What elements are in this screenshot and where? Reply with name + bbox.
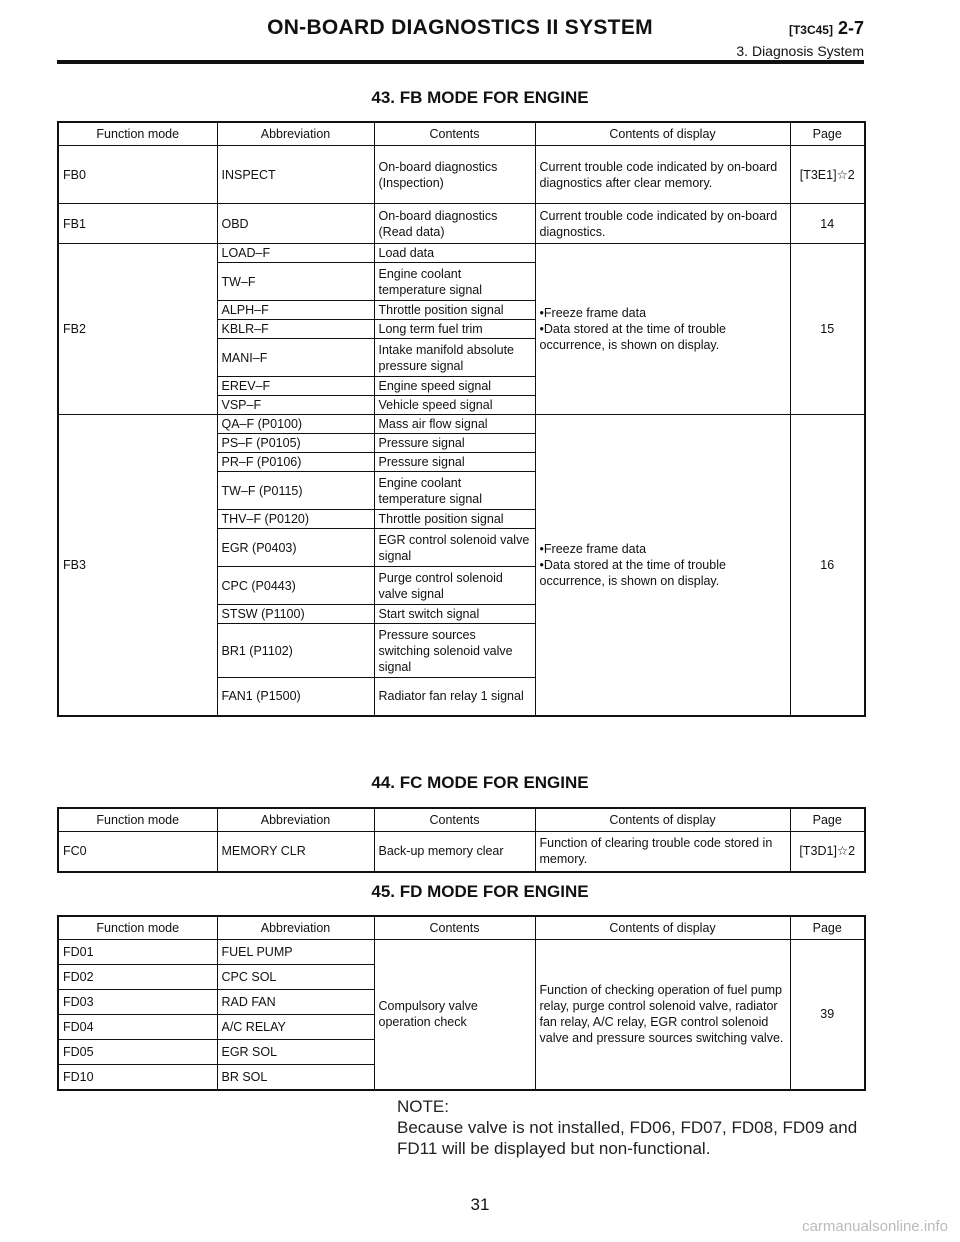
fd-display: Function of checking operation of fuel pump relay, purge control solenoid valve, radiator fan relay, A/C relay, EGR control solenoid valve and pressure sources switching valve. [535,940,790,1090]
fd-abbr: BR SOL [217,1065,374,1090]
section-subtitle: 3. Diagnosis System [736,43,864,59]
col-contents-of-display: Contents of display [535,916,790,940]
col-contents-of-display: Contents of display [535,808,790,832]
fb3-contents: Pressure signal [374,453,535,472]
fb1-mode: FB1 [58,204,217,244]
fb3-abbr: THV–F (P0120) [217,510,374,529]
fb1-contents: On-board diagnostics (Read data) [374,204,535,244]
fc0-contents: Back-up memory clear [374,832,535,872]
fb3-display-line2: • Data stored at the time of trouble occurrence, is shown on display. [540,557,786,589]
section-page-ref: 2-7 [837,18,864,38]
col-function-mode: Function mode [58,122,217,146]
fd-section-title: 45. FD MODE FOR ENGINE [371,882,589,901]
fb3-contents: Throttle position signal [374,510,535,529]
note-label: NOTE: [397,1097,449,1116]
col-abbreviation: Abbreviation [217,916,374,940]
col-abbreviation: Abbreviation [217,808,374,832]
col-page: Page [790,808,865,832]
col-abbreviation: Abbreviation [217,122,374,146]
col-function-mode: Function mode [58,808,217,832]
fd-abbr: A/C RELAY [217,1015,374,1040]
fb3-abbr: FAN1 (P1500) [217,678,374,716]
fb2-contents: Engine coolant temperature signal [374,263,535,301]
col-page: Page [790,916,865,940]
section-code [789,18,864,39]
fb3-abbr: EGR (P0403) [217,529,374,567]
fb2-contents: Intake manifold absolute pressure signal [374,339,535,377]
fb2-display-line1: • Freeze frame data [540,305,786,321]
fb3-display-line1: • Freeze frame data [540,541,786,557]
fb-mode-table [57,121,866,717]
fb2-contents: Load data [374,244,535,263]
fc0-abbr: MEMORY CLR [217,832,374,872]
fd-abbr: CPC SOL [217,965,374,990]
fb2-display [535,244,790,415]
fb2-contents: Engine speed signal [374,377,535,396]
col-page: Page [790,122,865,146]
fb3-contents: Engine coolant temperature signal [374,472,535,510]
fb2-mode: FB2 [58,244,217,415]
fb0-mode: FB0 [58,146,217,204]
fb2-display-line2: • Data stored at the time of trouble occurrence, is shown on display. [540,321,786,353]
fb3-contents: Pressure sources switching solenoid valve signal [374,624,535,678]
fb2-page: 15 [790,244,865,415]
fb0-abbr: INSPECT [217,146,374,204]
fb3-abbr: QA–F (P0100) [217,415,374,434]
note-text: Because valve is not installed, FD06, FD07, FD08, FD09 and FD11 will be displayed but non-functional. [397,1118,858,1158]
fb0-display: Current trouble code indicated by on-board diagnostics after clear memory. [535,146,790,204]
fb2-abbr: ALPH–F [217,301,374,320]
table-row [58,146,865,204]
fb3-abbr: CPC (P0443) [217,567,374,605]
fb2-abbr: KBLR–F [217,320,374,339]
fd-page: 39 [790,940,865,1090]
fd-mode: FD04 [58,1015,217,1040]
fb3-page: 16 [790,415,865,716]
watermark: carmanualsonline.info [802,1218,948,1235]
note-block [397,1096,877,1159]
fb3-abbr: TW–F (P0115) [217,472,374,510]
section-code-ref: [T3C45] [788,23,833,37]
table-header-row [58,122,865,146]
fb3-contents: Pressure signal [374,434,535,453]
fb2-contents: Vehicle speed signal [374,396,535,415]
fb3-abbr: STSW (P1100) [217,605,374,624]
fb2-abbr: EREV–F [217,377,374,396]
fd-abbr: RAD FAN [217,990,374,1015]
fb2-abbr: VSP–F [217,396,374,415]
fb3-contents: Mass air flow signal [374,415,535,434]
col-contents: Contents [374,916,535,940]
fc0-mode: FC0 [58,832,217,872]
table-row [58,204,865,244]
fb2-abbr: TW–F [217,263,374,301]
col-contents: Contents [374,808,535,832]
fb3-abbr: BR1 (P1102) [217,624,374,678]
fc0-page: [T3D1]☆2 [790,832,865,872]
header-rule [57,60,864,64]
table-header-row [58,916,865,940]
col-contents-of-display: Contents of display [535,122,790,146]
page-title: ON-BOARD DIAGNOSTICS II SYSTEM [267,16,653,39]
fd-mode-table [57,915,866,1091]
fc-section-title: 44. FC MODE FOR ENGINE [371,773,589,792]
fb3-contents: Radiator fan relay 1 signal [374,678,535,716]
fb1-abbr: OBD [217,204,374,244]
col-contents: Contents [374,122,535,146]
fb3-mode: FB3 [58,415,217,716]
fb3-abbr: PR–F (P0106) [217,453,374,472]
fb2-contents: Throttle position signal [374,301,535,320]
table-row [58,415,865,434]
fc-mode-table [57,807,866,873]
fb2-abbr: MANI–F [217,339,374,377]
fd-abbr: FUEL PUMP [217,940,374,965]
fd-mode: FD01 [58,940,217,965]
fd-contents: Compulsory valve operation check [374,940,535,1090]
fb0-page: [T3E1]☆2 [790,146,865,204]
fb2-abbr: LOAD–F [217,244,374,263]
fb3-display [535,415,790,716]
page-number: 31 [470,1195,490,1214]
fd-abbr: EGR SOL [217,1040,374,1065]
fb3-abbr: PS–F (P0105) [217,434,374,453]
table-row [58,244,865,263]
fc0-display: Function of clearing trouble code stored in memory. [535,832,790,872]
table-row [58,940,865,965]
fd-mode: FD05 [58,1040,217,1065]
fb3-contents: Purge control solenoid valve signal [374,567,535,605]
fd-mode: FD02 [58,965,217,990]
table-row [58,832,865,872]
fb3-contents: EGR control solenoid valve signal [374,529,535,567]
table-header-row [58,808,865,832]
fb1-display: Current trouble code indicated by on-board diagnostics. [535,204,790,244]
fb-section-title: 43. FB MODE FOR ENGINE [371,88,589,107]
fd-mode: FD10 [58,1065,217,1090]
fb1-page: 14 [790,204,865,244]
col-function-mode: Function mode [58,916,217,940]
fb3-contents: Start switch signal [374,605,535,624]
fd-mode: FD03 [58,990,217,1015]
fb0-contents: On-board diagnostics (Inspection) [374,146,535,204]
fb2-contents: Long term fuel trim [374,320,535,339]
